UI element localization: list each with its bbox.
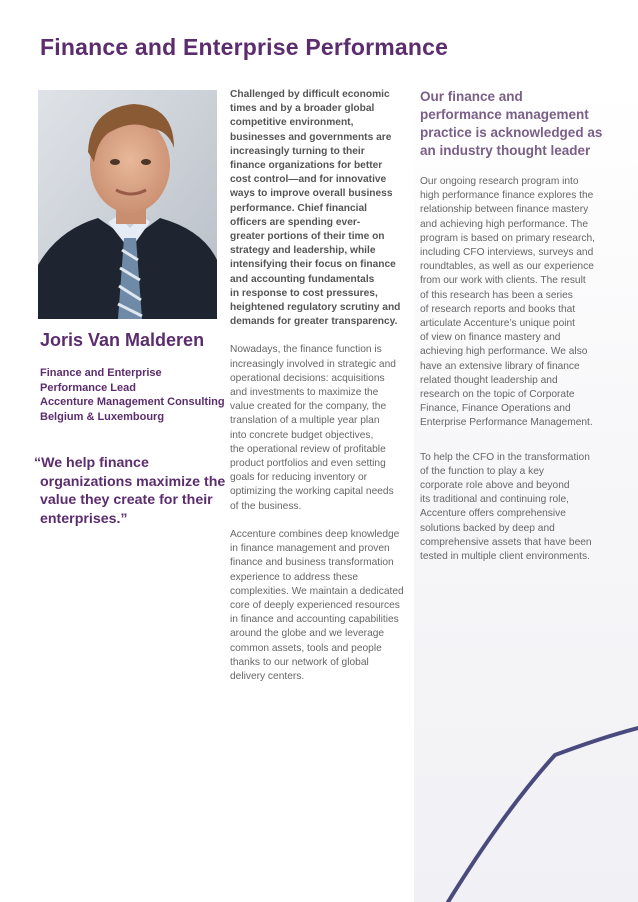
text-line: increasingly involved in strategic and	[230, 358, 396, 370]
text-line: ways to improve overall business	[230, 188, 393, 200]
text-line: around the globe and we leverage	[230, 628, 385, 640]
text-line: its traditional and continuing role,	[420, 494, 569, 506]
page-title: Finance and Enterprise Performance	[40, 34, 449, 60]
quote-line: organizations maximize the	[40, 473, 226, 490]
text-line: relationship between finance mastery	[420, 204, 589, 216]
text-line: performance. Chief financial	[230, 202, 367, 214]
text-line: comprehensive assets that have been	[420, 536, 592, 548]
text-line: of the function to play a key	[420, 465, 545, 477]
text-line: solutions backed by deep and	[420, 522, 555, 534]
text-line: achieving high performance. We also	[420, 346, 588, 358]
text-line: high performance finance explores the	[420, 190, 594, 202]
text-line: into concrete budget objectives,	[230, 429, 374, 441]
text-line: complexities. We maintain a dedicated	[230, 585, 404, 597]
text-line: roundtables, as well as our experience	[420, 261, 594, 273]
text-line: demands for greater transparency.	[230, 316, 398, 328]
text-line: and achieving high performance. The	[420, 218, 589, 230]
text-line: increasingly turning to their	[230, 145, 365, 157]
heading-line: Our finance and	[420, 89, 523, 104]
heading-line: an industry thought leader	[420, 143, 591, 158]
text-line: articulate Accenture’s unique point	[420, 318, 575, 330]
text-line: cost control—and for innovative	[230, 174, 387, 186]
text-line: finance organizations for better	[230, 160, 383, 172]
text-line: officers are spending ever-	[230, 216, 361, 228]
role-line: Accenture Management Consulting	[40, 396, 225, 409]
text-line: thanks to our network of global	[230, 656, 369, 668]
text-line: tested in multiple client environments.	[420, 551, 590, 563]
text-line: strategy and leadership, while	[230, 245, 376, 257]
text-line: experience to address these	[230, 571, 358, 583]
text-line: Accenture offers comprehensive	[420, 508, 566, 520]
text-line: Nowadays, the finance function is	[230, 344, 382, 356]
text-line: product portfolios and even setting	[230, 458, 386, 470]
text-line: in finance management and proven	[230, 543, 390, 555]
text-line: in response to cost pressures,	[230, 287, 378, 299]
text-line: To help the CFO in the transformation	[420, 451, 590, 463]
text-line: finance and business transformation	[230, 557, 394, 569]
text-line: intensifying their focus on finance	[230, 259, 396, 271]
text-line: Finance, Finance Operations and	[420, 403, 571, 415]
text-line: Challenged by difficult economic	[230, 89, 390, 100]
role-line: Performance Lead	[40, 381, 136, 394]
quote-line: “We help finance	[34, 455, 149, 471]
text-line: translation of a multiple year plan	[230, 415, 380, 427]
text-line: heightened regulatory scrutiny and	[230, 302, 401, 314]
text-line: Enterprise Performance Management.	[420, 417, 593, 429]
text-line: businesses and governments are	[230, 131, 392, 143]
role-line: Belgium & Luxembourg	[40, 410, 165, 423]
heading-line: practice is acknowledged as	[420, 125, 603, 140]
text-line: and investments to maximize the	[230, 387, 379, 399]
text-line: value created for the company, the	[230, 401, 387, 413]
heading-line: performance management	[420, 107, 589, 122]
text-line: of view on finance mastery and	[420, 332, 561, 344]
text-line: greater portions of their time on	[230, 231, 385, 243]
text-line: corporate role above and beyond	[420, 480, 570, 492]
text-line: including CFO interviews, surveys and	[420, 247, 594, 259]
text-line: of this research has been a series	[420, 289, 573, 301]
text-line: in finance and accounting capabilities	[230, 614, 399, 626]
text-line: research on the topic of Corporate	[420, 389, 575, 401]
person-name: Joris Van Malderen	[40, 330, 205, 350]
text-line: common assets, tools and people	[230, 642, 382, 654]
role-line: Finance and Enterprise	[40, 367, 162, 379]
text-line: have an extensive library of finance	[420, 360, 580, 372]
text-line: goals for reducing inventory or	[230, 472, 368, 484]
text-line: of the business.	[230, 500, 302, 512]
text-line: Accenture combines deep knowledge	[230, 528, 400, 540]
text-line: optimizing the working capital needs	[230, 486, 394, 498]
text-line: operational decisions: acquisitions	[230, 372, 385, 384]
text-line: the operational review of profitable	[230, 443, 386, 455]
text-line: Our ongoing research program into	[420, 176, 579, 187]
text-line: competitive environment,	[230, 117, 354, 129]
text-line: related thought leadership and	[420, 374, 558, 386]
quote-line: enterprises.”	[40, 510, 128, 527]
text-line: of research reports and books that	[420, 303, 576, 315]
text-line: core of deeply experienced resources	[230, 599, 400, 611]
text-line: program is based on primary research,	[420, 232, 595, 244]
text-line: and accounting fundamentals	[230, 273, 375, 285]
text-line: from our work with clients. The result	[420, 275, 586, 287]
text-line: times and by a broader global	[230, 103, 375, 115]
text-line: delivery centers.	[230, 670, 305, 682]
quote-line: value they create for their	[40, 492, 213, 509]
